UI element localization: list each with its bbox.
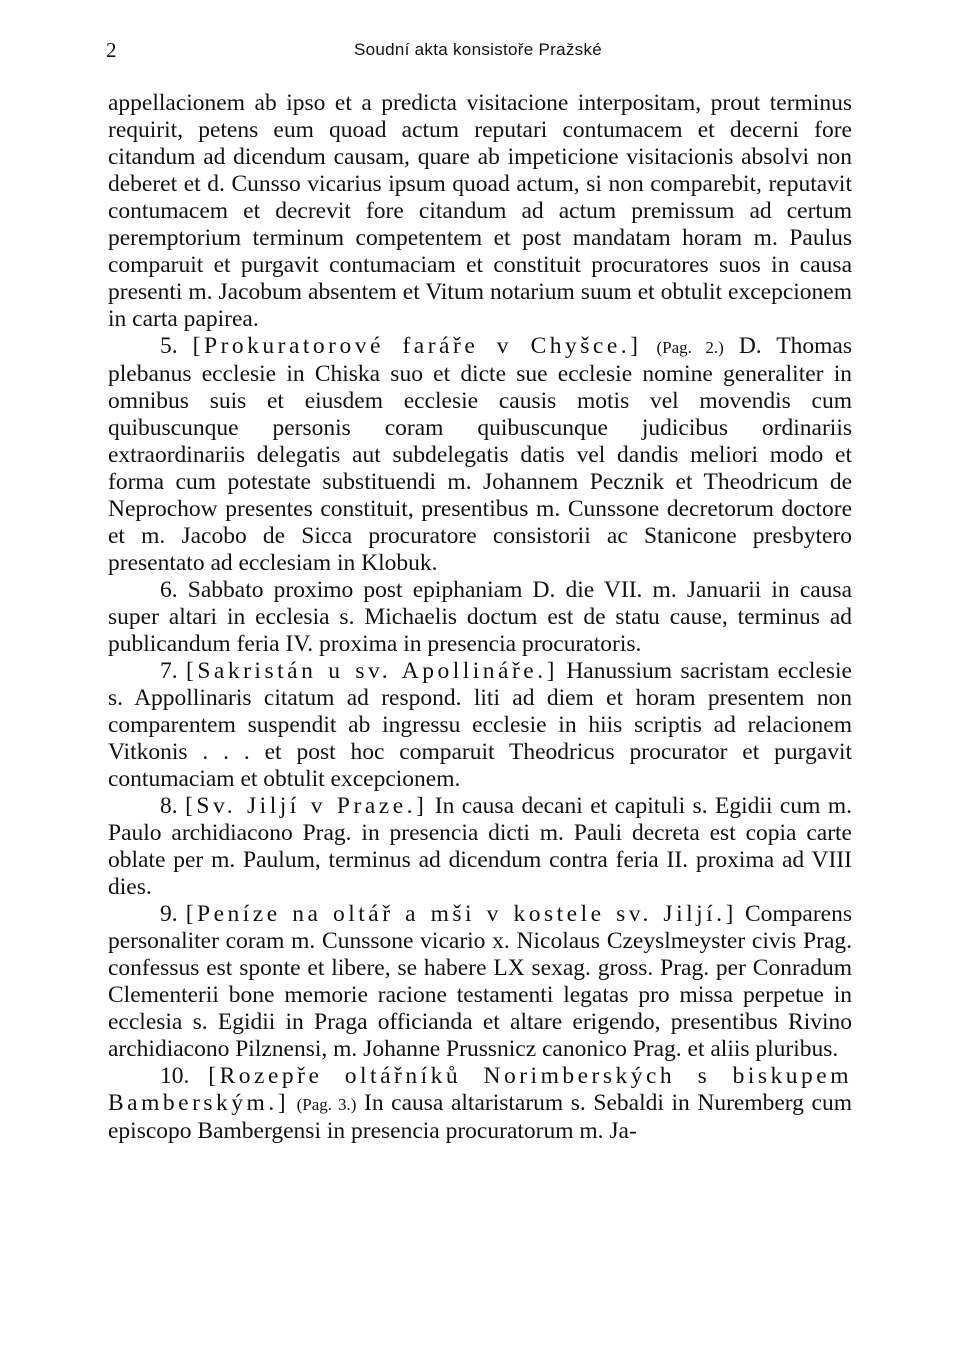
entry-heading: [Sv. Jiljí v Praze.] [185, 793, 428, 819]
entry-7 [108, 658, 852, 793]
entry-6 [108, 577, 852, 658]
body-text [108, 90, 852, 1145]
entry-number: 5. [160, 333, 178, 359]
paragraph-text: appellacionem ab ipso et a predicta visitacione interpositam, prout terminus requirit, petens eum quoad actum reputari contumacem et decerni fore citandum ad dicendum causam, quare ab impeticione visitacionis absolvi non deberet et d. Cunsso vicarius ipsum quoad actum, si non comparebit, reputavit contumacem et decrevit fore citandum ad actum premissum ad certum peremptorium terminum competentem et post mandatam horam m. Paulus comparuit et purgavit contumaciam et constituit procuratores suos in causa presenti m. Jacobum absentem et Vitum notarium suum et obtulit excepcionem in carta papirea. [108, 90, 852, 332]
entry-number: 6. [160, 577, 178, 603]
entry-8 [108, 793, 852, 901]
page-number: 2 [106, 38, 117, 62]
entry-heading: [Prokuratorové faráře v Chyšce.] [192, 333, 642, 359]
running-title: Soudní akta konsistoře Pražské [353, 40, 603, 59]
entry-number: 9. [160, 901, 178, 927]
page-header [106, 38, 850, 66]
entry-5 [108, 333, 852, 577]
entry-heading: [Sakristán u sv. Apollináře.] [186, 658, 558, 684]
entry-text: Sabbato proximo post epiphaniam D. die VII. m. Januarii in causa super altari in ecclesia s. Michaelis doctum est de statu cause, terminus ad publicandum feria IV. proxima in presencia procuratoris. [108, 577, 852, 657]
entry-text: Comparens personaliter coram m. Cunssone vicario x. Nicolaus Czeyslmeyster civis Prag. confessus est sponte et libere, se habere LX sexag. gross. Prag. per Conradum Clementerii bone memorie racione testamenti legatas pro missa perpetue in ecclesia s. Egidii in Praga officianda et altare erigendo, presentibus Rivino archidiacono Pilznensi, m. Johanne Prussnicz canonico Prag. et aliis pluribus. [108, 901, 853, 1062]
entry-number: 7. [160, 658, 178, 684]
entry-heading: [Peníze na oltář a mši v kostele sv. Jiljí.] [185, 901, 737, 927]
entry-number: 10. [160, 1063, 190, 1089]
entry-text: Hanussium sacristam ecclesie s. Appollinaris citatum ad respond. liti ad diem et horam presentem non comparentem suspendit ab ingressu ecclesie in hiis scriptis ad relacionem Vitkonis . . . et post hoc comparuit Theodricus procurator et purgavit contumaciam et obtulit excepcionem. [108, 658, 852, 792]
page-reference: (Pag. 2.) [656, 338, 724, 357]
entry-9 [108, 901, 852, 1063]
paragraph-continuation [108, 90, 852, 333]
entry-number: 8. [160, 793, 178, 819]
entry-10 [108, 1063, 852, 1145]
entry-text: D. Thomas plebanus ecclesie in Chiska suo et dicte sue ecclesie nomine generaliter in omnibus suis et eiusdem ecclesie causis motis vel movendis cum quibuscunque personis coram quibuscunque judicibus ordinariis extraordinariis delegatis aut subdelegatis datis vel dandis meliori modo et forma cum potestate substituendi m. Johannem Pecznik et Theodricum de Neprochow presentes constituit, presentibus m. Cunssone decretorum doctore et m. Jacobo de Sicca procuratore consistorii ac Stanicone presbytero presentato ad ecclesiam in Klobuk. [108, 333, 852, 576]
entry-heading: [Rozepře oltářníků Norimberských s biskupem Bamberským.] [108, 1063, 852, 1116]
entry-text: In causa decani et capituli s. Egidii cum m. Paulo archidiacono Prag. in presencia dicti m. Pauli decreta est copia carte oblate per m. Paulum, terminus ad dicendum contra feria II. proxima ad VIII dies. [108, 793, 852, 900]
page-reference: (Pag. 3.) [296, 1095, 357, 1114]
entry-text: In causa altaristarum s. Sebaldi in Nuremberg cum episcopo Bambergensi in presencia procuratorum m. Ja- [108, 1090, 852, 1144]
